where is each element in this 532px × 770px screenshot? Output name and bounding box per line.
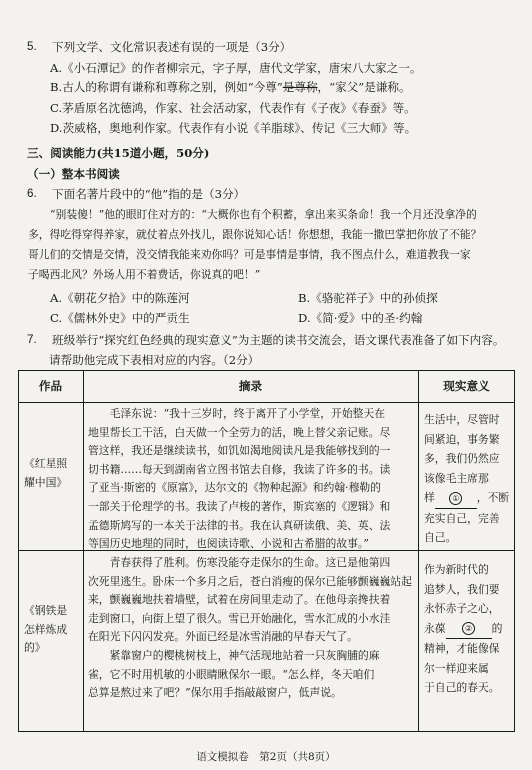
q6-option-b: B.《骆驼祥子》中的孙侦探 xyxy=(298,291,438,305)
answer-blank-1[interactable]: ① xyxy=(435,488,477,509)
table-row-1-meaning: 生活中，尽管时 间紧迫，事务繁 多，我们仍然应 该像毛主席那 样 ① ，不断 充实自己，完善 自己。 xyxy=(424,413,510,544)
subsection-heading: （一）整本书阅读 xyxy=(27,167,120,181)
q6-passage-line: “别装傻！”他的眼盯住对方的：“大概你也有个积蓄，拿出来买条命！我一个月还没拿净的 xyxy=(50,208,477,221)
table-header-meaning: 现实意义 xyxy=(443,379,490,393)
table-row-2-meaning: 作为新时代的 追梦人，我们要 永怀赤子之心， 永葆 ② 的 精神，才能像保 尔一样迎来属 于自己的春天。 xyxy=(424,563,503,694)
q6-option-d: D.《简·爱》中的圣·约翰 xyxy=(298,311,423,325)
q6-number: 6. xyxy=(27,187,37,200)
q7-stem-line-1: 班级举行“探究红色经典的现实意义”为主题的读书交流会，语文课代表准备了如下内容。 xyxy=(52,333,505,347)
reading-table xyxy=(18,370,515,732)
q5-option-c: C.茅盾原名沈德鸿，作家、社会活动家，代表作有《子夜》《春蚕》等。 xyxy=(50,101,416,115)
q7-stem-line-2: 请帮助他完成下表相对应的内容。（2分） xyxy=(49,353,260,367)
q5-number: 5. xyxy=(27,40,37,53)
table-header-excerpt: 摘录 xyxy=(238,379,263,393)
q5-stem: 下列文学、文化常识表述有误的一项是（3分） xyxy=(52,40,292,54)
q5-option-d: D.茨威格，奥地利作家。代表作有小说《羊脂球》、传记《三大师》等。 xyxy=(50,121,417,135)
q6-passage-line: 多，得吃得穿得养家，就仗着点外找儿，跟你说知心话！你想想，我能一撒巴掌把你放了不能？ xyxy=(28,228,482,241)
page-footer: 语文模拟卷 第2页（共8页） xyxy=(196,751,336,763)
q5-option-a: A.《小石潭记》的作者柳宗元，字子厚，唐代文学家，唐宋八大家之一。 xyxy=(50,61,422,75)
table-row-1-work: 《红星照 耀中国》 xyxy=(24,457,68,489)
q7-number: 7. xyxy=(27,333,37,346)
section-3-heading: 三、阅读能力(共15道小题，50分) xyxy=(27,146,210,160)
q6-stem: 下面名著片段中的“他”指的是（3分） xyxy=(52,187,246,201)
q6-passage-line: 哥儿们的交情是交情，没交情我能来劝你吗？可是事情是事情，我不图点什么，难道教我一家 xyxy=(28,248,471,261)
q6-passage-line: 子喝西北风？外场人用不着费话，你说真的吧！” xyxy=(28,268,261,281)
answer-blank-2[interactable]: ② xyxy=(446,619,492,640)
q5-strike-respect: 是尊称 xyxy=(282,80,318,94)
table-header-work: 作品 xyxy=(38,379,63,393)
q5-humble: 是谦称 xyxy=(364,80,399,94)
table-row-2-work: 《钢铁是 怎样炼成 的》 xyxy=(24,604,68,655)
q6-option-c: C.《儒林外史》中的严贡生 xyxy=(50,311,190,325)
q6-option-a: A.《朝花夕拾》中的陈莲河 xyxy=(50,291,190,305)
table-row-1-excerpt: 毛泽东说：“我十三岁时，终于离开了小学堂，开始整天在 地里帮长工干活，白天做一个全劳力的活，晚上替父亲记账。尽 管这样，我还是继续读书，如饥如渴地阅读凡是我能够找到的一 切书籍……每天到湖南省立图书馆去自修，我读了许多的书。读 了亚当·斯密的《原富》，达尔文的《物种起源》和约翰·穆勒的 一部关于伦理学的书。我读了卢梭的著作，斯宾塞的《逻辑》和 孟德斯鸠写的一本关于法律的书。我在认真研读俄、美、英、法 等国历史地理的同时，也阅读诗歌、小说和古希腊的故事。” xyxy=(88,407,391,551)
table-row-2-excerpt: 青春获得了胜利。伤寒没能夺走保尔的生命。这已是他第四 次死里逃生。卧床一个多月之后，苍白消瘦的保尔已能够颤巍巍站起 来，颤巍巍地扶着墙壁，试着在房间里走动了。在他母亲搀扶着 走到窗口，向街上望了很久。雪已开始融化，雪水汇成的小水洼 在阳光下闪闪发亮。外面已经是冰雪消融的早春天气了。 紧靠窗户的樱桃树枝上，神气活现地站着一只灰胸脯的麻 雀，它不时用机敏的小眼睛瞅保尔一眼。“怎么样，冬天咱们 总算是熬过来了吧？”保尔用手指敲敲窗户，低声说。 xyxy=(88,556,412,700)
q5-option-b: B.古人的称谓有谦称和尊称之别，例如“今尊”是尊称，“家父”是谦称。 xyxy=(50,80,411,94)
